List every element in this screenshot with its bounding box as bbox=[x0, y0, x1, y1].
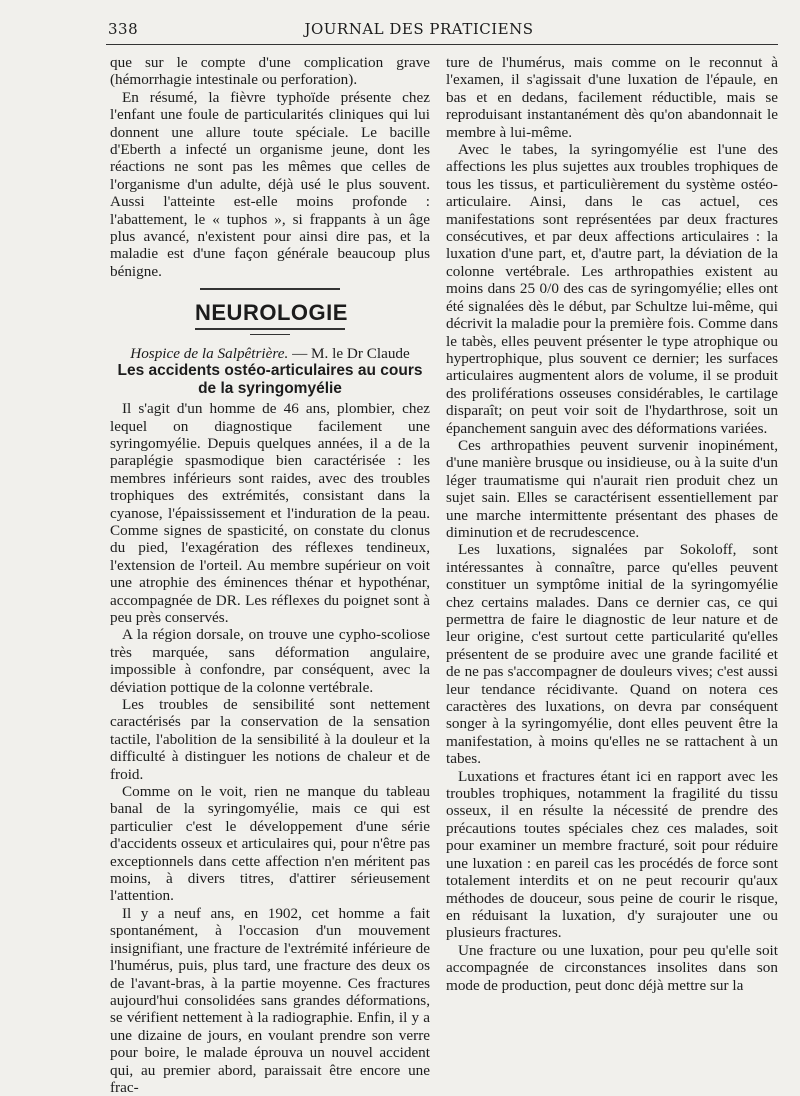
section-top-rule bbox=[200, 288, 340, 290]
byline-author: — M. le Dr Claude bbox=[288, 344, 410, 362]
right-column bbox=[446, 54, 778, 994]
paragraph: Les luxations, signalées par Sokoloff, sont intéressantes à connaître, parce qu'elles peuvent constituer un symptôme initial de la syringomyélie chez certains malades. Dans ce dernier cas, ce qui permettra de faire le diagnostic de leur nature et de leur origine, c'est surtout cette particularité qu'elles présentent de se produire avec une grande facilité et de ne pas s'accompagner de douleurs vives; c'est aussi leur tendance récidivante. Quand on notera ces caractères des luxations, on devra par conséquent songer à la syringomyélie, dont elles peuvent être la manifestation, à moins qu'elles ne se rattachent à un tabes. bbox=[446, 541, 778, 768]
header-rule bbox=[106, 44, 778, 45]
paragraph: Ces arthropathies peuvent survenir inopinément, d'une manière brusque ou insidieuse, ou à la suite d'un léger traumatisme qui n'aurait rien produit chez un sujet sain. Elles se caractérisent essentiellement par une marche intermittente présentant des phases de diminution et de recrudescence. bbox=[446, 436, 778, 541]
paragraph: Luxations et fractures étant ici en rapport avec les troubles trophiques, notamment la fragilité du tissu osseux, il en résulte la nécessité de prendre des précautions toutes spéciales chez ces malades, soit pour examiner un membre fracturé, soit pour réduire une luxation : en pareil cas les procédés de force sont totalement interdits et on ne peut recourir qu'aux méthodes de douceur, sous peine de courir le risque, en réduisant la luxation, d'y surajouter une ou plusieurs fractures. bbox=[446, 767, 778, 942]
byline-place: Hospice de la Salpêtrière. bbox=[130, 344, 289, 362]
paragraph: Une fracture ou une luxation, pour peu qu'elle soit accompagnée de circonstances insolites dans son mode de production, peut donc déjà mettre sur la bbox=[446, 941, 778, 994]
paragraph: Comme on le voit, rien ne manque du tableau banal de la syringomyélie, mais ce qui est particulier c'est le développement d'une série d'accidents osseux et articulaires qui, pour n'être pas exceptionnels dans cette affection n'en méritent pas moins, à divers titres, d'attirer sérieusement l'attention. bbox=[110, 783, 430, 905]
paragraph: En résumé, la fièvre typhoïde présente chez l'enfant une foule de particularités cliniques qui lui donnent une allure toute spéciale. Le bacille d'Eberth a infecté un organisme jeune, dont les réactions ne sont pas les mêmes que celles de l'organisme d'un adulte, déjà usé le plus souvent. Aussi l'atteinte est-elle moins profonde : l'abattement, le « tuphos », si frappants à un âge plus avancé, n'existent pour ainsi dire pas, et la maladie est d'une façon générale beaucoup plus bénigne. bbox=[110, 88, 430, 280]
article-title: Les accidents ostéo-articulaires au cours de la syringomyélie bbox=[117, 362, 423, 398]
paragraph: Les troubles de sensibilité sont nettement caractérisés par la conservation de la sensation tactile, l'abolition de la sensibilité à la douleur et la difficulté à distinguer les notions de chaleur et de froid. bbox=[110, 696, 430, 783]
page-number: 338 bbox=[108, 20, 139, 38]
journal-title: JOURNAL DES PRATICIENS bbox=[304, 20, 534, 38]
section-title: NEUROLOGIE bbox=[195, 304, 345, 329]
page-header bbox=[60, 18, 778, 40]
paragraph: Il s'agit d'un homme de 46 ans, plombier, chez lequel on diagnostique facilement une syringomyélie. Depuis quelques années, il a de la paraplégie spasmodique bien caractérisée : les membres inférieurs sont raides, avec des troubles trophiques des extrémités, consistant dans la cyanose, l'épaississement et l'induration de la peau. Comme signes de spasticité, on constate du clonus du pied, l'exagération des réflexes tendineux, l'extension de l'orteil. Au membre supérieur on voit une atrophie des éminences thénar et hypothénar, accompagnée de DR. Les réflexes du poignet sont à peu près conservés. bbox=[110, 400, 430, 626]
paragraph: que sur le compte d'une complication grave (hémorrhagie intestinale ou perforation). bbox=[110, 54, 430, 89]
left-column bbox=[110, 54, 430, 1096]
section-sub-rule bbox=[250, 334, 290, 335]
paragraph: Il y a neuf ans, en 1902, cet homme a fait spontanément, à l'occasion d'un mouvement insignifiant, une fracture de l'extrémité inférieure de l'humérus, puis, plus tard, une fracture des deux os de l'avant-bras, à la partie moyenne. Ces fractures aujourd'hui consolidées sans grandes déformations, se vérifient nettement à la radiographie. Enfin, il y a une dizaine de jours, en voulant prendre son verre pour boire, le malade éprouva un nouvel accident qui, au premier abord, paraissait être encore une frac- bbox=[110, 904, 430, 1096]
paragraph: Avec le tabes, la syringomyélie est l'une des affections les plus sujettes aux troubles trophiques de tous les tissus, et particulièrement du système ostéo-articulaire. Ainsi, dans le cas actuel, ces manifestations sont représentées par deux fractures consécutives, et par deux affections articulaires : la luxation d'une part, et, d'autre part, la déviation de la colonne vertébrale. Les arthropathies existent au moins dans 25 0/0 des cas de syringomyélie; elles ont été signalées dès le début, par Schultze lui-même, qui décrivit la maladie pour la première fois. Comme dans le tabès, elles peuvent présenter le type atrophique ou hypertrophique, plus souvent ce dernier; les surfaces articulaires augmentent alors de volume, il se produit des proliférations osseuses considérables, le cartilage disparaît; on peut voir soit de l'hydarthrose, soit un épanchement sanguin avec des déformations variées. bbox=[446, 141, 778, 437]
paragraph: ture de l'humérus, mais comme on le reconnut à l'examen, il s'agissait d'une luxation de l'épaule, en bas et en dedans, facilement réductible, mais se reproduisant instantanément dès qu'on abandonnait le membre à lui-même. bbox=[446, 54, 778, 141]
article-byline bbox=[110, 345, 430, 362]
paragraph: A la région dorsale, on trouve une cypho-scoliose très marquée, sans déformation angulaire, impossible à confondre, par conséquent, avec la déviation pottique de la colonne vertébrale. bbox=[110, 626, 430, 696]
